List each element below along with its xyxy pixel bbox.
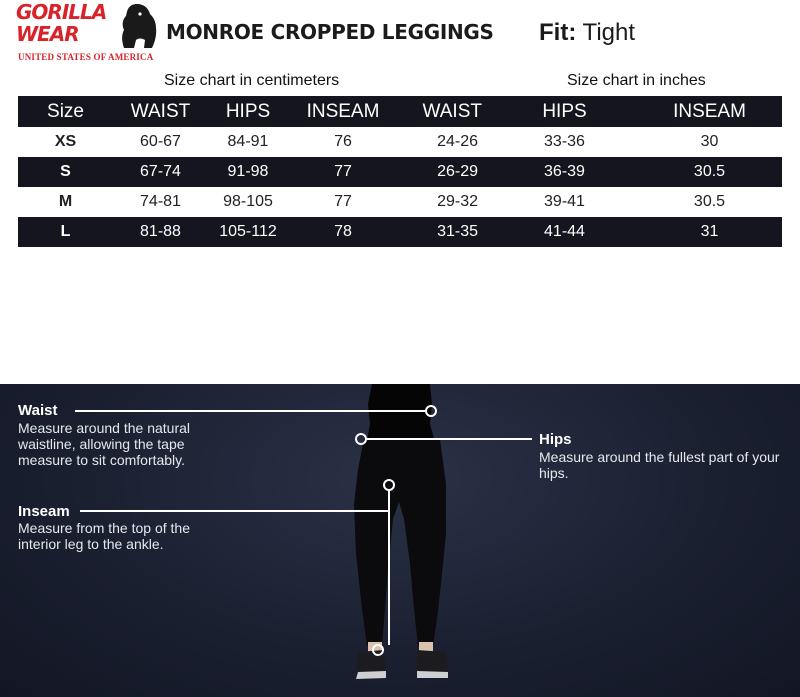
logo-line-2: WEAR bbox=[16, 22, 79, 46]
table-cell: 91-98 bbox=[208, 157, 288, 187]
in-chart-caption: Size chart in inches bbox=[567, 72, 706, 89]
table-cell: 76 bbox=[334, 133, 352, 150]
column-header: Size bbox=[18, 96, 113, 127]
table-cell: 36-39 bbox=[492, 157, 637, 187]
table-cell: 67-74 bbox=[113, 157, 208, 187]
table-cell: 78 bbox=[288, 217, 398, 247]
size-cell: M bbox=[58, 193, 73, 210]
column-header: INSEAM bbox=[288, 96, 398, 127]
table-row bbox=[397, 127, 782, 157]
table-cell: 29-32 bbox=[437, 193, 478, 210]
table-cell: 77 bbox=[334, 193, 352, 210]
table-cell: 26-29 bbox=[397, 157, 492, 187]
table-cell: 31-35 bbox=[397, 217, 492, 247]
table-cell: 81-88 bbox=[113, 217, 208, 247]
table-cell: 39-41 bbox=[544, 193, 585, 210]
inseam-title: Inseam bbox=[18, 503, 70, 520]
table-cell: 30.5 bbox=[637, 157, 782, 187]
brand-logo bbox=[14, 2, 164, 64]
in-size-table bbox=[397, 96, 782, 247]
table-cell: 84-91 bbox=[227, 133, 269, 150]
hips-title: Hips bbox=[539, 431, 572, 448]
table-cell: 74-81 bbox=[140, 193, 181, 210]
table-cell: 24-26 bbox=[437, 133, 478, 150]
waist-title: Waist bbox=[18, 402, 58, 419]
product-title: MONROE CROPPED LEGGINGS bbox=[166, 20, 494, 44]
fit-info bbox=[539, 19, 635, 47]
table-row bbox=[18, 127, 398, 157]
column-header: WAIST bbox=[397, 96, 492, 127]
logo-subtitle: UNITED STATES OF AMERICA bbox=[18, 52, 154, 62]
hips-description: Measure around the fullest part of your hips. bbox=[539, 449, 780, 481]
table-header-row bbox=[18, 96, 398, 127]
table-cell: 33-36 bbox=[544, 133, 585, 150]
table-row bbox=[18, 217, 398, 247]
table-cell: 30.5 bbox=[693, 193, 726, 210]
table-cell: 77 bbox=[288, 157, 398, 187]
table-row bbox=[18, 157, 398, 187]
table-cell: 31 bbox=[637, 217, 782, 247]
table-cell: 41-44 bbox=[492, 217, 637, 247]
table-cell: 30 bbox=[700, 133, 719, 150]
inseam-description: Measure from the top of the interior leg to the ankle. bbox=[18, 520, 190, 552]
size-cell: XS bbox=[54, 133, 77, 150]
cm-size-table bbox=[18, 96, 398, 247]
size-cell: S bbox=[18, 157, 113, 187]
logo-line-1: GORILLA bbox=[16, 0, 107, 24]
column-header: INSEAM bbox=[637, 96, 782, 127]
table-row bbox=[397, 187, 782, 217]
table-cell: 60-67 bbox=[140, 133, 181, 150]
table-row bbox=[18, 187, 398, 217]
fit-value: Tight bbox=[582, 19, 636, 46]
waist-description: Measure around the natural waistline, allowing the tape measure to sit comfortably. bbox=[18, 420, 190, 468]
column-header: WAIST bbox=[113, 96, 208, 127]
cm-chart-caption: Size chart in centimeters bbox=[164, 72, 340, 89]
column-header: HIPS bbox=[492, 96, 637, 127]
column-header: HIPS bbox=[208, 96, 288, 127]
fit-label: Fit: bbox=[539, 19, 577, 46]
table-header-row bbox=[397, 96, 782, 127]
table-row bbox=[397, 217, 782, 247]
table-cell: 98-105 bbox=[223, 193, 273, 210]
table-row bbox=[397, 157, 782, 187]
gorilla-icon bbox=[112, 2, 160, 50]
table-cell: 105-112 bbox=[208, 217, 288, 247]
size-cell: L bbox=[18, 217, 113, 247]
